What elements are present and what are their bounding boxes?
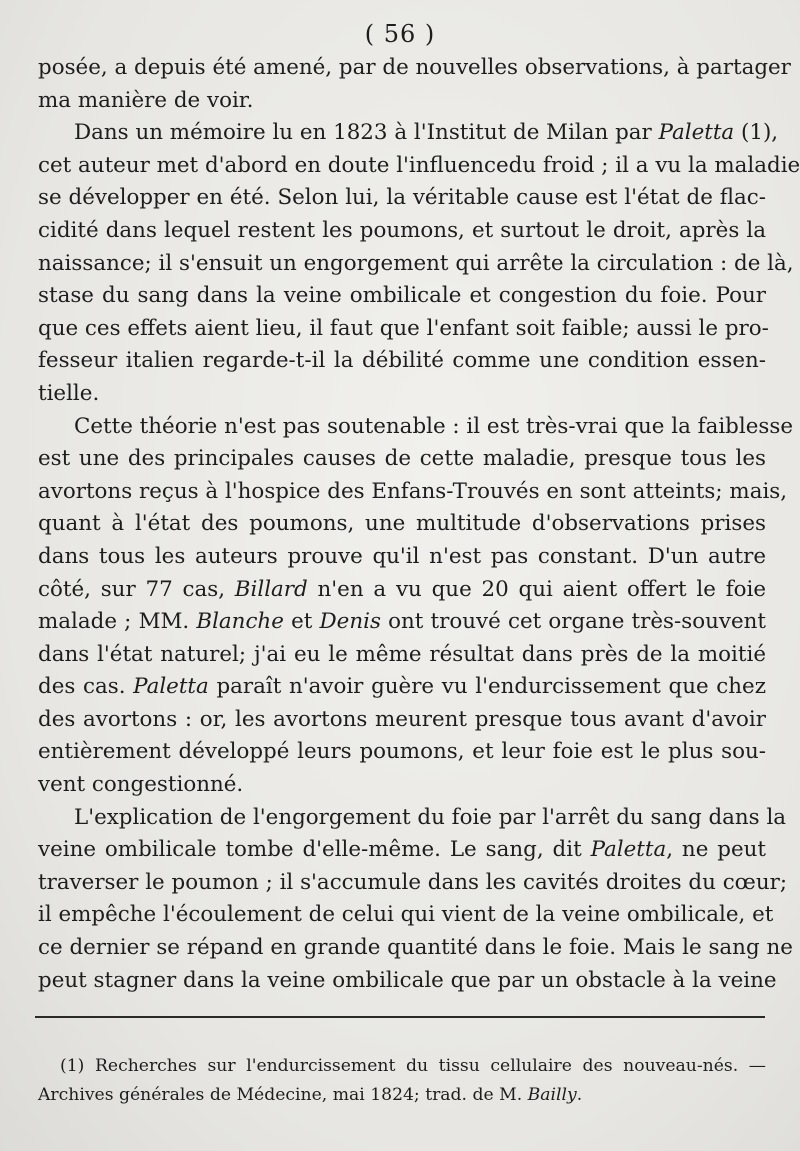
text-line: tielle. — [38, 380, 100, 406]
text-line: avortons reçus à l'hospice des Enfans-Trouvés en sont atteints; mais, — [38, 478, 788, 504]
text-line: peut stagner dans la veine ombilicale que par un obstacle à la veine — [38, 967, 777, 993]
text-line: fesseur italien regarde-t-il la débilité comme une condition essen- — [38, 348, 766, 374]
text-line: est une des principales causes de cette maladie, presque tous les — [38, 446, 766, 472]
text-line: cet auteur met d'abord en doute l'influencedu froid ; il a vu la maladie — [38, 152, 800, 178]
text-line: traverser le poumon ; il s'accumule dans les cavités droites du cœur; — [38, 869, 788, 895]
page-number: ( 56 ) — [364, 20, 436, 48]
text-line: veine ombilicale tombe d'elle-même. Le sang, dit Paletta, ne peut — [38, 837, 766, 863]
text-line: se développer en été. Selon lui, la véritable cause est l'état de flac- — [38, 185, 766, 211]
text-line: cidité dans lequel restent les poumons, et surtout le droit, après la — [38, 217, 766, 243]
text-line: L'explication de l'engorgement du foie par l'arrêt du sang dans la — [74, 804, 787, 830]
footnote-line: (1) Recherches sur l'endurcissement du tissu cellulaire des nouveau-nés. — — [60, 1056, 766, 1076]
text-line: ce dernier se répand en grande quantité dans le foie. Mais le sang ne — [38, 935, 793, 961]
text-line: quant à l'état des poumons, une multitude d'observations prises — [38, 511, 766, 537]
text-line: naissance; il s'ensuit un engorgement qui arrête la circulation : de là, — [38, 250, 794, 276]
text-line: stase du sang dans la veine ombilicale et congestion du foie. Pour — [38, 283, 766, 309]
footnotes — [38, 1052, 766, 1110]
text-line: Cette théorie n'est pas soutenable : il est très-vrai que la faiblesse — [74, 413, 793, 439]
text-line: malade ; MM. Blanche et Denis ont trouvé cet organe très-souvent — [38, 609, 766, 635]
text-line: entièrement développé leurs poumons, et leur foie est le plus sou- — [38, 739, 766, 765]
footnote-divider — [35, 1016, 765, 1018]
text-line: côté, sur 77 cas, Billard n'en a vu que 20 qui aient offert le foie — [38, 576, 766, 602]
text-line: il empêche l'écoulement de celui qui vient de la veine ombilicale, et — [38, 902, 774, 928]
text-line: Dans un mémoire lu en 1823 à l'Institut de Milan par Paletta (1), — [74, 120, 779, 146]
body-text — [38, 52, 800, 997]
text-line: que ces effets aient lieu, il faut que l'enfant soit faible; aussi le pro- — [38, 315, 769, 341]
text-line: des cas. Paletta paraît n'avoir guère vu l'endurcissement que chez — [38, 674, 766, 700]
text-line: ma manière de voir. — [38, 87, 254, 113]
text-line: des avortons : or, les avortons meurent presque tous avant d'avoir — [38, 706, 766, 732]
text-line: dans l'état naturel; j'ai eu le même résultat dans près de la moitié — [38, 641, 766, 667]
text-line: posée, a depuis été amené, par de nouvelles observations, à partager — [38, 55, 791, 80]
footnote-line: Archives générales de Médecine, mai 1824; trad. de M. Bailly. — [38, 1085, 583, 1105]
text-line: vent congestionné. — [38, 772, 244, 798]
text-line: dans tous les auteurs prouve qu'il n'est pas constant. D'un autre — [38, 543, 766, 569]
